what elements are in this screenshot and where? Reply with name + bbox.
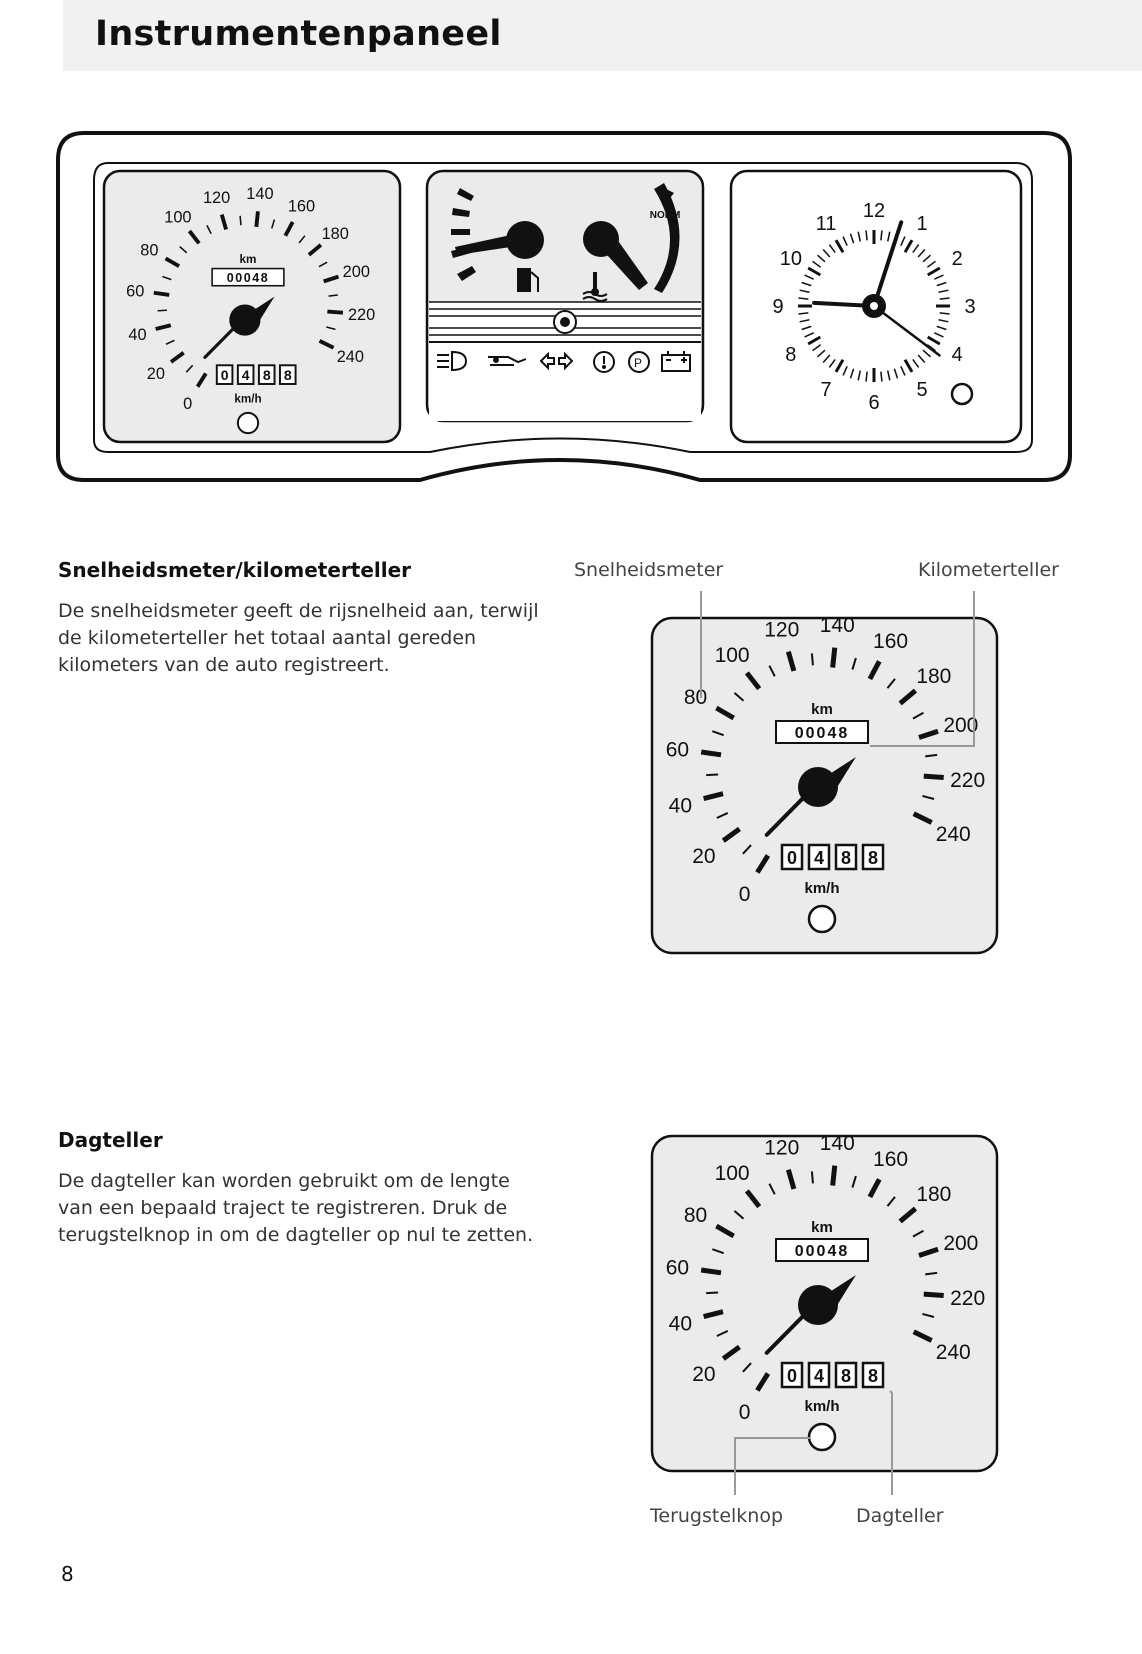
speed-label: 80	[683, 1204, 708, 1227]
speed-tick	[924, 1294, 944, 1295]
trip-digit: 0	[786, 1366, 798, 1386]
speed-label: 80	[140, 241, 159, 260]
speed-tick	[256, 211, 258, 227]
svg-text:P: P	[634, 356, 643, 370]
section-heading-speedometer: Snelheidsmeter/kilometerteller	[58, 558, 412, 582]
clock-number: 7	[820, 379, 832, 402]
speed-label: 80	[683, 686, 708, 709]
clock-number: 3	[964, 296, 976, 318]
speed-tick	[327, 312, 343, 313]
speed-label: 240	[935, 1341, 971, 1365]
speed-tick	[812, 653, 813, 665]
speed-label: 120	[764, 1136, 800, 1160]
speed-label: 180	[916, 1183, 952, 1207]
speed-unit: km/h	[804, 880, 840, 897]
speed-tick	[706, 1292, 718, 1293]
clock-number: 10	[779, 248, 802, 270]
speed-label: 140	[246, 184, 274, 203]
callout-speedometer: Snelheidsmeter	[574, 559, 724, 581]
speed-unit: km/h	[804, 1398, 840, 1415]
clock-number: 2	[951, 248, 963, 270]
clock-number: 1	[916, 212, 928, 235]
speed-label: 220	[950, 1287, 986, 1311]
clock-number: 6	[868, 392, 880, 414]
speed-label: 60	[665, 1256, 690, 1280]
clock-hub-center	[870, 302, 878, 310]
speed-label: 180	[321, 225, 349, 244]
speed-tick	[833, 648, 835, 668]
section-body-trip: De dagteller kan worden gebruikt om de lengte van een bepaald traject te registreren. Druk de terugstelknop in om de dagteller op nul te zetten.	[58, 1170, 534, 1246]
section-heading-trip: Dagteller	[58, 1128, 163, 1152]
speed-label: 160	[287, 197, 316, 216]
speed-label: 0	[738, 882, 751, 906]
speed-unit: km/h	[234, 392, 262, 406]
norm-label: NORM	[649, 210, 681, 221]
clock-tick	[881, 372, 882, 382]
clock-number: 4	[951, 344, 963, 366]
clock-tick	[866, 372, 867, 382]
speed-label: 140	[819, 1131, 855, 1155]
speed-tick	[240, 216, 241, 225]
reset-knob	[238, 413, 258, 433]
trip-digit: 8	[283, 367, 292, 384]
speed-label: 200	[943, 1231, 979, 1255]
trip-digit: 4	[813, 1366, 825, 1386]
callout-odometer: Kilometerteller	[918, 559, 1059, 581]
speed-tick	[706, 774, 718, 775]
clock-tick	[798, 313, 808, 314]
trip-digit: 8	[867, 848, 879, 868]
reset-knob	[809, 906, 835, 932]
speed-label: 220	[347, 306, 376, 325]
callout-reset-button: Terugstelknop	[650, 1505, 784, 1527]
odometer-digits: 00048	[794, 725, 850, 742]
trip-digit: 4	[813, 848, 825, 868]
trip-digit: 0	[220, 367, 229, 384]
speed-label: 220	[950, 769, 986, 793]
odometer-digits: 00048	[794, 1243, 850, 1260]
speed-label: 200	[342, 263, 370, 282]
trip-meter-detail-illustration	[640, 1120, 1010, 1500]
speed-tick	[833, 1166, 835, 1186]
speed-label: 60	[126, 282, 145, 301]
clock-adjust-knob	[952, 384, 972, 404]
speed-tick	[701, 752, 721, 755]
trip-digit: 0	[786, 848, 798, 868]
odometer-digits: 00048	[226, 270, 270, 285]
warning-lights-bar	[429, 302, 701, 421]
clock-tick	[940, 298, 950, 299]
section-body-speedometer: De snelheidsmeter geeft de rijsnelheid aan, terwijl de kilometerteller het totaal aantal gereden kilometers van de auto registreert.	[58, 600, 539, 676]
reset-knob	[809, 1424, 835, 1450]
speed-label: 40	[668, 1312, 693, 1336]
speed-label: 40	[668, 794, 693, 818]
trip-digit: 8	[840, 848, 852, 868]
speed-label: 60	[665, 738, 690, 762]
instrument-panel-illustration	[0, 0, 1142, 500]
clock-tick	[940, 313, 950, 314]
clock-tick	[866, 230, 867, 240]
speed-label: 40	[128, 325, 147, 344]
speed-label: 240	[935, 823, 971, 847]
speed-label: 120	[764, 618, 800, 642]
clock-number: 5	[916, 379, 928, 402]
speed-label: 100	[714, 1161, 750, 1185]
odometer-unit: km	[811, 701, 833, 718]
speed-label: 20	[692, 844, 716, 868]
callout-trip-meter: Dagteller	[856, 1505, 944, 1527]
speed-label: 160	[873, 1148, 909, 1172]
odometer-unit: km	[239, 253, 257, 267]
speed-label: 100	[164, 208, 192, 227]
trip-digit: 8	[840, 1366, 852, 1386]
speed-label: 0	[183, 394, 193, 413]
page-title: Instrumentenpaneel	[95, 14, 502, 54]
clock-number: 11	[815, 212, 837, 235]
speed-tick	[154, 293, 169, 295]
speed-label: 140	[819, 613, 855, 637]
speed-tick	[701, 1270, 721, 1273]
speed-label: 200	[943, 713, 979, 737]
temp-norm-label	[650, 210, 681, 221]
trip-digit: 8	[262, 367, 271, 384]
speed-label: 160	[873, 630, 909, 654]
clock-tick	[881, 230, 882, 240]
speed-label: 20	[146, 365, 165, 384]
speed-label: 120	[202, 188, 231, 207]
clock-number: 9	[772, 296, 784, 318]
trip-digit: 8	[867, 1366, 879, 1386]
speedometer-detail-illustration	[640, 580, 1010, 970]
speed-label: 0	[738, 1400, 751, 1424]
speed-label: 240	[336, 348, 365, 367]
speed-label: 180	[916, 665, 952, 689]
odometer-unit: km	[811, 1219, 833, 1236]
clock-number: 8	[785, 344, 797, 366]
page-number: 8	[61, 1562, 74, 1586]
trip-digit: 4	[241, 367, 250, 384]
speed-label: 20	[692, 1362, 716, 1386]
clock-tick	[798, 298, 808, 299]
speed-label: 100	[714, 643, 750, 667]
speed-tick	[924, 776, 944, 777]
clock-number: 12	[862, 200, 886, 222]
speed-tick	[812, 1171, 813, 1183]
